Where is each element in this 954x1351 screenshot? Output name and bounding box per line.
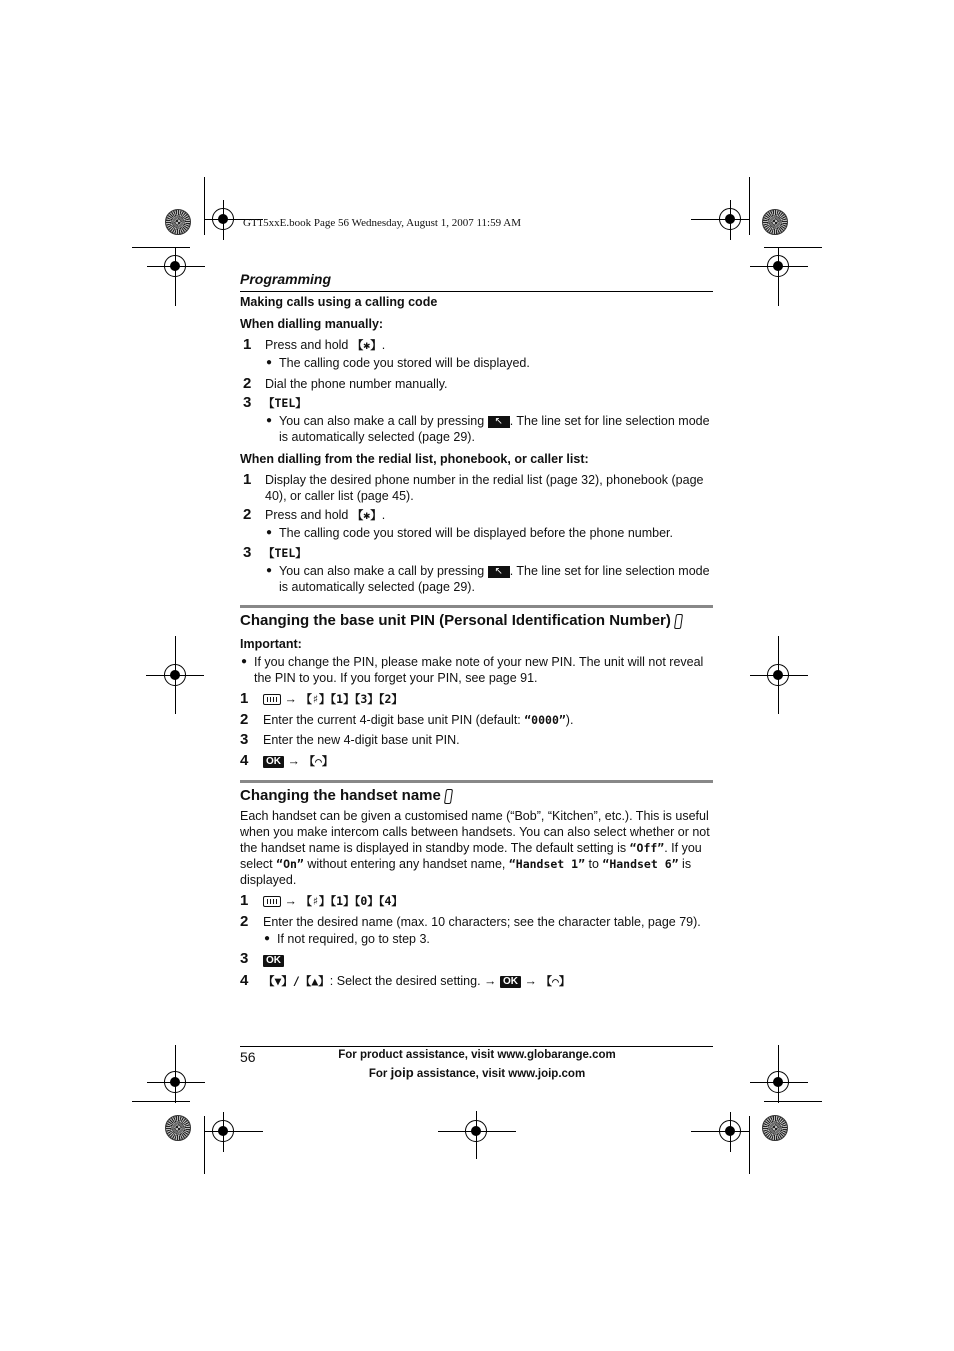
footer-line-1: For product assistance, visit www.globarange.com [338,1049,616,1061]
step-number: 4 [240,752,249,769]
step-text: Dial the phone number manually. [265,377,448,391]
step-number: 1 [243,336,252,353]
handset-icon [444,789,453,804]
subsection-title: Making calls using a calling code [240,295,438,309]
tel-key: 【TEL】 [263,396,307,410]
step-keys [263,952,284,968]
step-text: Press and hold 【✱】. [265,338,386,352]
off-key-icon: 【⌒】 [540,974,571,988]
talk-key-icon: ↖ [488,566,510,578]
important-note: ● If you change the PIN, please make note of your new PIN. The unit will not reveal the PIN to you. If you forget your PIN, see page 91. [241,655,704,685]
page-number: 56 [240,1049,256,1065]
step-number: 2 [240,711,249,728]
step-number: 2 [243,506,252,523]
step-number: 3 [240,731,249,748]
step-number: 2 [243,375,252,392]
important-label: Important: [240,637,302,651]
footer-line-2: For joip assistance, visit www.joip.com [368,1065,586,1080]
step-number: 1 [240,690,249,707]
tel-key: 【TEL】 [263,546,307,560]
arrow-icon: → [484,974,497,988]
menu-key-icon [263,694,281,705]
step-keys: → 【♯】【1】【3】【2】 [263,691,403,707]
heading-bar [240,605,713,608]
step-number: 2 [240,913,249,930]
ok-key-icon: OK [263,756,284,768]
joip-logo: joip [390,1065,414,1080]
bullet-note: ● If not required, go to step 3. [264,932,430,946]
arrow-icon: → [287,754,300,768]
step-number: 3 [243,544,252,561]
star-key-icon: 【✱】 [351,508,382,522]
step-text: Enter the current 4-digit base unit PIN (default: “0000”). [263,713,574,727]
step-text: Display the desired phone number in the redial list (page 32), phonebook (page 40), or caller list (page 45). [265,473,704,503]
list-title: When dialling from the redial list, phonebook, or caller list: [240,452,589,466]
section-rule [240,291,713,292]
ok-key-icon: OK [500,976,521,988]
off-key-icon: 【⌒】 [303,754,334,768]
step-keys: → 【♯】【1】【0】【4】 [263,893,403,909]
step-number: 1 [240,892,249,909]
bullet-note: ● You can also make a call by pressing ↖ . The line set for line selection mode is automatically selected (page 29). [266,564,710,594]
menu-key-icon [263,896,281,907]
footer-rule [240,1046,713,1047]
ok-key-icon: OK [263,955,284,967]
print-header: GT15xxE.book Page 56 Wednesday, August 1, 2007 11:59 AM [243,217,521,229]
talk-key-icon: ↖ [488,416,510,428]
nav-key-icon: 【▼】/【▲】 [263,974,330,988]
bullet-note: ● You can also make a call by pressing ↖ . The line set for line selection mode is automatically selected (page 29). [266,414,710,444]
arrow-icon: → [284,894,297,908]
step-text: 【▼】/【▲】: Select the desired setting. → OK → 【⌒】 [263,974,571,988]
step-text: Press and hold 【✱】. [265,508,386,522]
star-key-icon: 【✱】 [351,338,382,352]
handset-heading: Changing the handset name [240,787,452,804]
bullet-note: ● The calling code you stored will be displayed. [266,356,530,370]
step-number: 3 [240,950,249,967]
manual-title: When dialling manually: [240,317,384,331]
step-text: Enter the new 4-digit base unit PIN. [263,733,460,747]
bullet-note: ● The calling code you stored will be displayed before the phone number. [266,526,674,540]
step-number: 3 [243,394,252,411]
step-number: 4 [240,972,249,989]
section-title: Programming [240,271,332,287]
heading-bar [240,780,713,783]
arrow-icon: → [284,692,297,706]
handset-icon [674,614,683,629]
step-text: Enter the desired name (max. 10 characters; see the character table, page 79). [263,915,701,929]
pin-heading: Changing the base unit PIN (Personal Identification Number) [240,612,682,629]
handset-paragraph: Each handset can be given a customised name (“Bob”, “Kitchen”, etc.). This is useful when you make intercom calls between handsets. You can also select whether or not the handset name is displayed in standby mode. The default setting is “Off”. If you select “On” without entering any handset name, “Handset 1” to “Handset 6” is displayed. [240,809,710,887]
step-keys [263,753,333,769]
arrow-icon: → [524,974,538,988]
step-number: 1 [243,471,252,488]
